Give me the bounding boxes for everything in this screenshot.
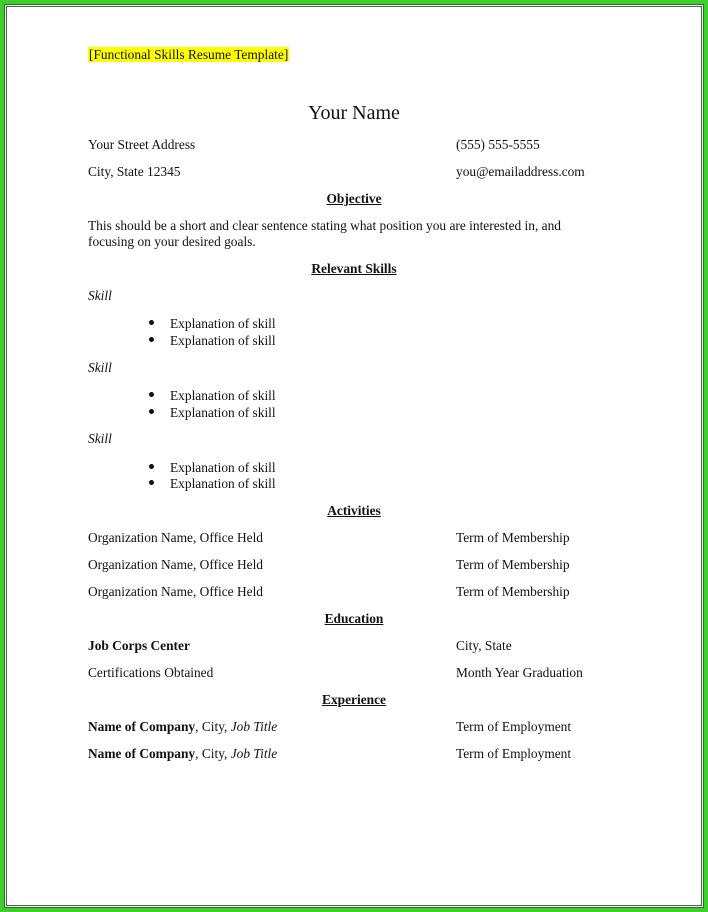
skill-explanation: Explanation of skill (170, 476, 276, 491)
objective-text: This should be a short and clear sentence stating what position you are interested in, and focusing on your desired goals. (88, 218, 562, 249)
experience-heading: Experience (322, 692, 386, 707)
activity-term: Term of Membership (456, 530, 570, 545)
activity-term: Term of Membership (456, 557, 570, 572)
activities-heading: Activities (327, 503, 381, 518)
experience-entry: Name of Company, City, Job Title (88, 719, 278, 734)
skill-explanation: Explanation of skill (170, 388, 276, 403)
skill-name: Skill (88, 431, 112, 446)
skill-name: Skill (88, 360, 112, 375)
city-state-zip: City, State 12345 (88, 164, 181, 179)
school-location: City, State (456, 638, 512, 653)
bullet-icon (149, 409, 154, 414)
skills-heading: Relevant Skills (311, 261, 397, 276)
activity-org: Organization Name, Office Held (88, 530, 264, 545)
skill-explanation: Explanation of skill (170, 405, 276, 420)
objective-heading: Objective (326, 191, 382, 206)
bullet-icon (149, 480, 154, 485)
graduation-date: Month Year Graduation (456, 665, 583, 680)
skill-explanation: Explanation of skill (170, 316, 276, 331)
bullet-icon (149, 464, 154, 469)
skill-explanation: Explanation of skill (170, 333, 276, 348)
experience-entry: Name of Company, City, Job Title (88, 746, 278, 761)
activity-org: Organization Name, Office Held (88, 584, 264, 599)
bullet-icon (149, 392, 154, 397)
activity-org: Organization Name, Office Held (88, 557, 264, 572)
certifications: Certifications Obtained (88, 665, 214, 680)
phone-number: (555) 555-5555 (456, 137, 540, 152)
education-heading: Education (324, 611, 384, 626)
employment-term: Term of Employment (456, 746, 572, 761)
skill-name: Skill (88, 288, 112, 303)
skill-explanation: Explanation of skill (170, 460, 276, 475)
street-address: Your Street Address (88, 137, 196, 152)
bullet-icon (149, 320, 154, 325)
template-label: [Functional Skills Resume Template] (89, 47, 289, 62)
school-name: Job Corps Center (88, 638, 190, 653)
employment-term: Term of Employment (456, 719, 572, 734)
activity-term: Term of Membership (456, 584, 570, 599)
resume-name: Your Name (308, 102, 400, 124)
email-address: you@emailaddress.com (456, 164, 585, 179)
bullet-icon (149, 337, 154, 342)
